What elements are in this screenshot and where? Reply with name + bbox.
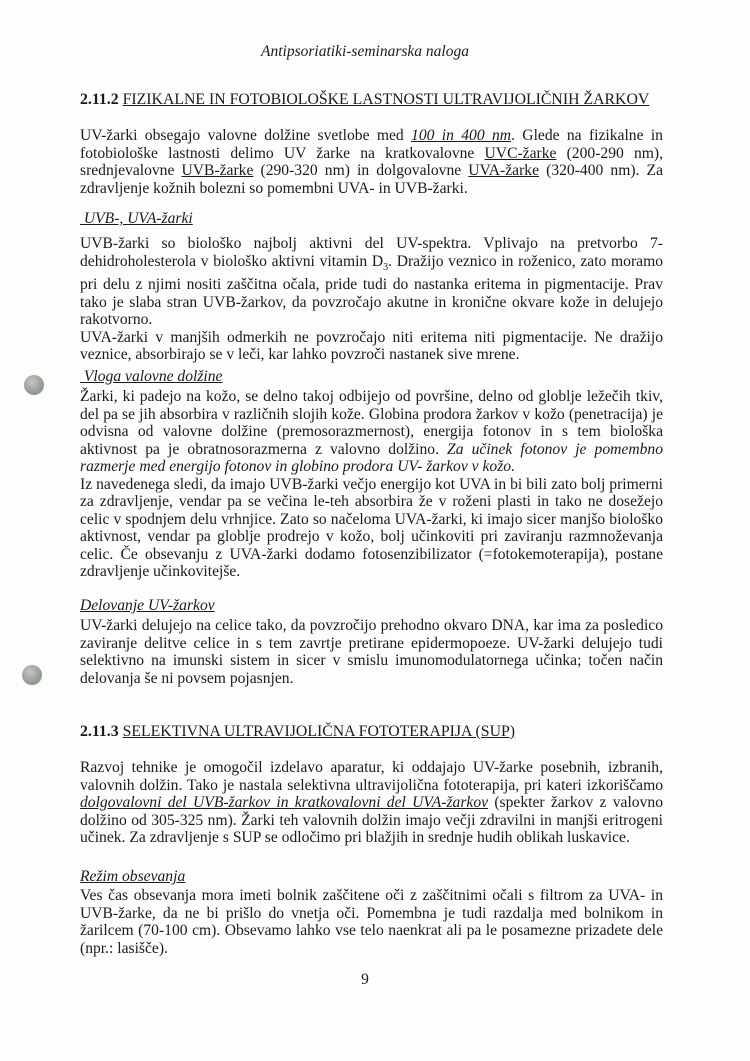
- text: . Dražijo veznico in roženico, zato moramo pri delu z njimi nositi zaščitna očala, pride tudi do nastanka eritema in pigmentacije. Prav tako je slaba stran UVB-žarkov, da povzročajo akutne in kronične okvare kože in delujejo rakotvorno.: [80, 252, 663, 329]
- text-underlined: UVC-žarke: [484, 144, 557, 162]
- text: UV-žarki obsegajo valovne dolžine svetlobe med: [80, 127, 412, 144]
- text-underlined: UVA-žarke: [468, 162, 540, 179]
- running-header: Antipsoriatiki-seminarska naloga: [261, 43, 469, 60]
- subheading-rezim-obsevanja: Režim obsevanja: [80, 868, 186, 885]
- text: Razvoj tehnike je omogočil izdelavo aparatur, ki oddajajo UV-žarke posebnih, izbranih, valovnih dolžin. Tako je nastala selektivna ultravijolična fototerapija, pri kateri izkoriščamo: [80, 759, 663, 794]
- subheading-delovanje: Delovanje UV-žarkov: [80, 597, 215, 614]
- text-italic: Za učinek fotonov je pomembno razmerje med energijo fotonov in globino prodora UV- žarkov v kožo.: [80, 440, 663, 475]
- paragraph-wavelength: [80, 388, 663, 581]
- paragraph-uv-ranges: [80, 127, 663, 197]
- paragraph-uva: UVA-žarki v manjših odmerkih ne povzročajo niti eritema niti pigmentacije. Ne dražijo veznice, absorbirajo se v leči, kar lahko povzroči nastanek sive mrene.: [80, 328, 663, 364]
- subheading-uvb-uva: UVB-, UVA-žarki: [80, 210, 193, 227]
- section-title: FIZIKALNE IN FOTOBIOLOŠKE LASTNOSTI ULTRAVIJOLIČNIH ŽARKOV: [122, 91, 650, 108]
- section-number: 2.11.2: [80, 91, 119, 108]
- subscript: 3: [383, 261, 389, 273]
- text: (290-320 nm) in dolgovalovne: [253, 162, 469, 179]
- text: Žarki, ki padejo na kožo, se delno takoj odbijejo od površine, delno od globlje ležečih tkiv, del pa se jih absorbira v različnih slojih kože. Globina prodora žarkov v kožo (penetracija) je odvisna od valovne dolžine (premosorazmernost), energija fotonov in s tem biološka aktivnost pa je obratnosorazmerna z valovno dolžino.: [80, 388, 663, 458]
- text-emphasis: 100 in 400 nm: [411, 127, 512, 144]
- text: (spekter žarkov z valovno dolžino od 305-325 nm). Žarki teh valovnih dolžin imajo večji zdravilni in manjši eritrogeni učinek. Za zdravljenje s SUP se odločimo pri blažjih in srednje hudih oblikah luskavice.: [80, 794, 663, 846]
- text: (200-290 nm), srednjevalovne: [80, 144, 664, 179]
- text-underlined: UVB-žarke: [181, 162, 254, 179]
- section-number: 2.11.3: [80, 723, 119, 740]
- paragraph-rezim: Ves čas obsevanja mora imeti bolnik zaščitene oči z zaščitnimi očali s filtrom za UVA- in UVB-žarke, da ne bi prišlo do vnetja oči. Pomembna je tudi razdalja med bolnikom in žarilcem (70-100 cm). Obsevamo lahko vse telo naenkrat ali pa le posamezne prizadete dele (npr.: lasišče).: [80, 887, 663, 957]
- paragraph-delovanje: UV-žarki delujejo na celice tako, da povzročijo prehodno okvaro DNA, kar ima za posledico zaviranje delitve celice in s tem zavrtje pretirane epidermopoeze. UV-žarki delujejo tudi selektivno na imunski sistem in sicer v smislu imunomodulatornega učinka; točen način delovanja še ni povsem pojasnjen.: [80, 617, 663, 687]
- text: (320-400 nm). Za zdravljenje kožnih bolezni so pomembni UVA- in UVB-žarki.: [80, 162, 663, 197]
- text: UVB-žarki so biološko najbolj aktivni del UV-spektra. Vplivajo na pretvorbo 7-dehidroholesterola v biološko aktivni vitamin D: [80, 235, 663, 270]
- punch-hole: [22, 665, 42, 685]
- paragraph-sup: [80, 759, 663, 847]
- text: . Glede na fizikalne in fotobiološke lastnosti delimo UV žarke na kratkovalovne: [80, 127, 663, 162]
- paragraph-uvb: [80, 235, 663, 364]
- page-number: 9: [361, 971, 369, 988]
- text-emphasis: dolgovalovni del UVB-žarkov in kratkovalovni del UVA-žarkov: [80, 794, 489, 811]
- section-title: SELEKTIVNA ULTRAVIJOLIČNA FOTOTERAPIJA (SUP): [122, 723, 516, 740]
- text: Iz navedenega sledi, da imajo UVB-žarki večjo energijo kot UVA in bi bili zato bolj primerni za zdravljenje, vendar pa se večina le-teh absorbira že v roženi plasti in tako ne dosežejo celic v spodnjem delu vrhnjice. Zato so načeloma UVA-žarki, ki imajo sicer manjšo biološko aktivnost, vendar pa globlje prodrejo v kožo, bolj učinkoviti pri zaviranju razmnoževanja celic. Če obsevanju z UVA-žarki dodamo fotosenzibilizator (=fotokemoterapija), postane zdravljenje učinkovitejše.: [80, 475, 663, 580]
- section-heading-2-11-3: [80, 723, 663, 741]
- section-heading-2-11-2: [80, 91, 663, 109]
- punch-hole: [24, 375, 44, 395]
- subheading-vloga-valovne-dolzine: Vloga valovne dolžine: [80, 368, 223, 385]
